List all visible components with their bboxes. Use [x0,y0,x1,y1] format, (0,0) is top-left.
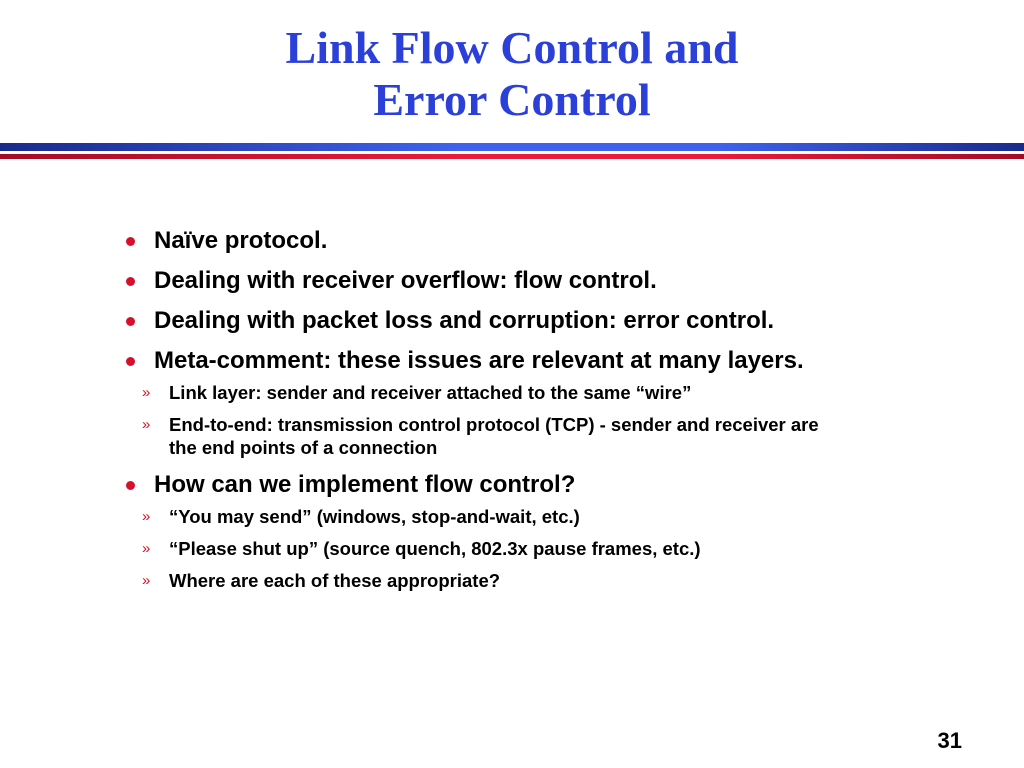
bullet-dot-icon [126,277,135,286]
sub-bullet-text: Where are each of these appropriate? [169,570,501,591]
slide-title-line-1: Link Flow Control and [285,22,739,73]
bullet-text: How can we implement flow control? [154,471,576,498]
title-divider-blue [0,143,1024,151]
sub-bullet-list [124,381,884,459]
sub-bullet-chevron-icon: » [142,540,151,557]
bullet-text: Naïve protocol. [154,227,328,254]
sub-bullet-text: “Please shut up” (source quench, 802.3x pause frames, etc.) [169,538,701,559]
bullet-item [124,470,984,592]
bullet-item [124,346,854,459]
bullet-item [124,266,984,295]
sub-bullet-chevron-icon: » [142,384,151,401]
slide-title [0,22,1024,126]
sub-bullet-chevron-icon: » [142,416,151,433]
bullet-text: Dealing with packet loss and corruption: error control. [154,307,775,334]
slide-title-line-2: Error Control [373,74,651,125]
bullet-text: Dealing with receiver overflow: flow control. [154,267,657,294]
sub-bullet-chevron-icon: » [142,508,151,525]
bullet-dot-icon [126,317,135,326]
sub-bullet-item [124,569,984,592]
page-number: 31 [937,728,962,753]
bullet-text: Meta-comment: these issues are relevant at many layers. [154,347,804,374]
sub-bullet-item [124,537,984,560]
sub-bullet-text: End-to-end: transmission control protocol (TCP) - sender and receiver are the end points of a connection [169,414,819,458]
sub-bullet-item [124,381,884,404]
sub-bullet-list [124,505,984,592]
bullet-dot-icon [126,357,135,366]
bullet-dot-icon [126,237,135,246]
bullet-list [124,226,984,603]
sub-bullet-item [124,413,849,459]
bullet-dot-icon [126,481,135,490]
title-divider-red [0,154,1024,159]
bullet-item [124,306,984,335]
sub-bullet-chevron-icon: » [142,572,151,589]
bullet-item [124,226,984,255]
sub-bullet-text: “You may send” (windows, stop-and-wait, etc.) [169,506,580,527]
sub-bullet-text: Link layer: sender and receiver attached to the same “wire” [169,382,692,403]
sub-bullet-item [124,505,984,528]
